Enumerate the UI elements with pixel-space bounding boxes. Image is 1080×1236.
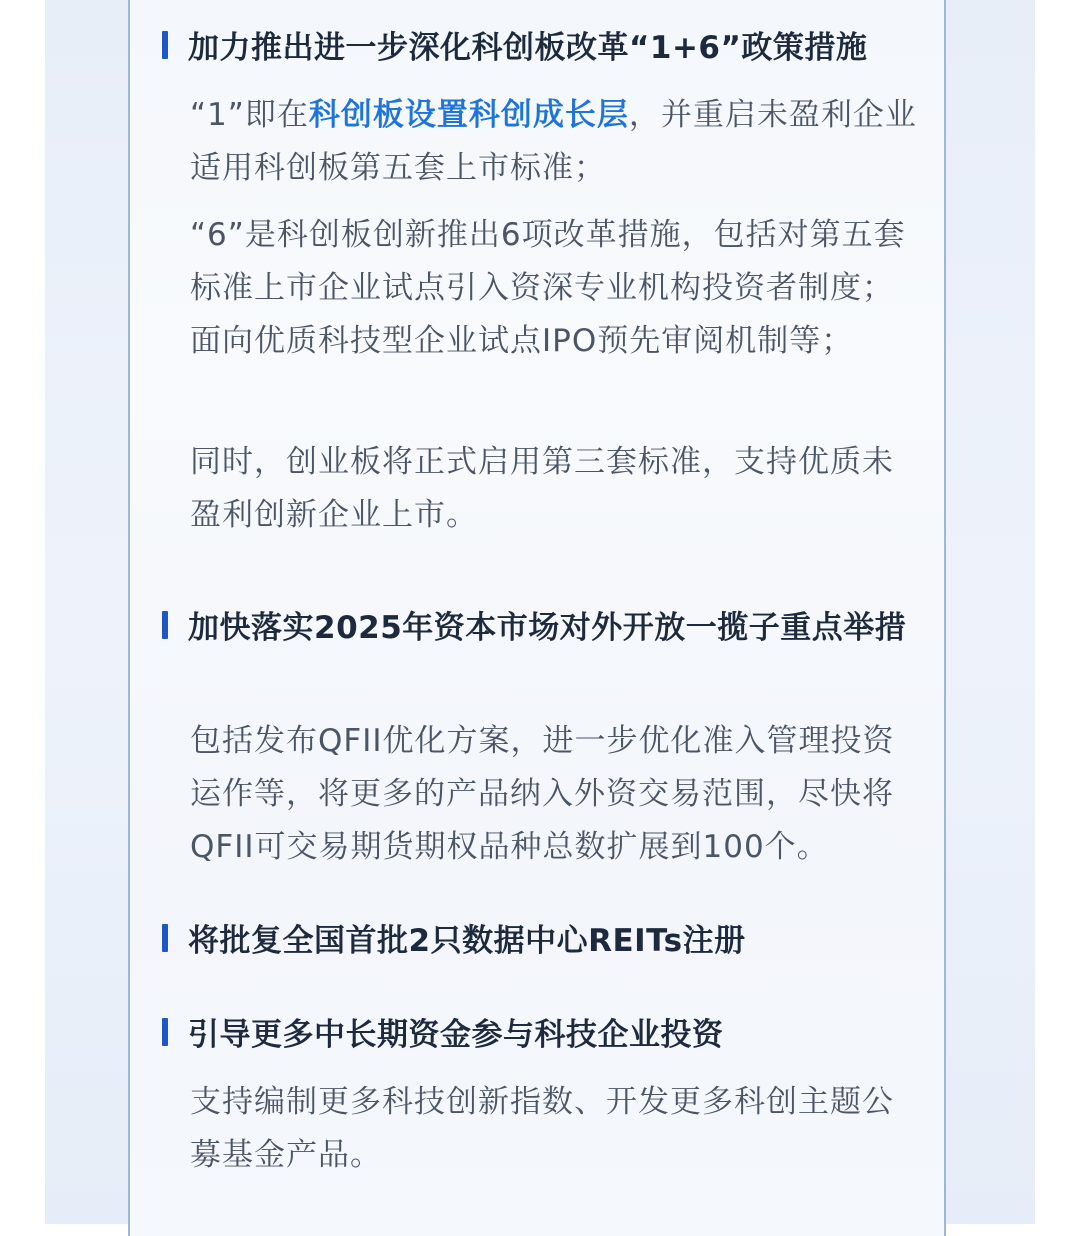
section-2-title: 加快落实2025年资本市场对外开放一揽子重点举措	[188, 610, 907, 646]
paragraph-text: ，并重启未盈利企业适用科创板第五套上市标准；	[190, 97, 917, 186]
section-1-paragraph-1	[190, 89, 920, 195]
heading-accent-bar	[162, 1018, 168, 1046]
content-card	[128, 0, 946, 1236]
heading-accent-bar	[162, 611, 168, 639]
section-2-paragraph-1: 包括发布QFII优化方案，进一步优化准入管理投资运作等，将更多的产品纳入外资交易范围，尽快将QFII可交易期货期权品种总数扩展到100个。	[190, 723, 895, 865]
section-4-paragraph-1: 支持编制更多科技创新指数、开发更多科创主题公募基金产品。	[190, 1084, 894, 1173]
paragraph-text: “1”即在	[190, 97, 309, 133]
section-1-heading	[162, 24, 922, 72]
section-1-paragraph-2: “6”是科创板创新推出6项改革措施，包括对第五套标准上市企业试点引入资深专业机构投资者制度；面向优质科技型企业试点IPO预先审阅机制等；	[190, 217, 906, 359]
section-4-title: 引导更多中长期资金参与科技企业投资	[188, 1017, 724, 1053]
section-4-heading	[162, 1011, 922, 1059]
heading-accent-bar	[162, 31, 168, 59]
highlighted-term: 科创板设置科创成长层	[308, 97, 629, 133]
heading-accent-bar	[162, 924, 168, 952]
section-2-heading	[162, 604, 922, 652]
section-1-title: 加力推出进一步深化科创板改革“1+6”政策措施	[188, 30, 868, 66]
section-3-title: 将批复全国首批2只数据中心REITs注册	[188, 923, 746, 959]
section-1-paragraph-3: 同时，创业板将正式启用第三套标准，支持优质未盈利创新企业上市。	[190, 444, 894, 533]
section-3-heading	[162, 917, 922, 965]
